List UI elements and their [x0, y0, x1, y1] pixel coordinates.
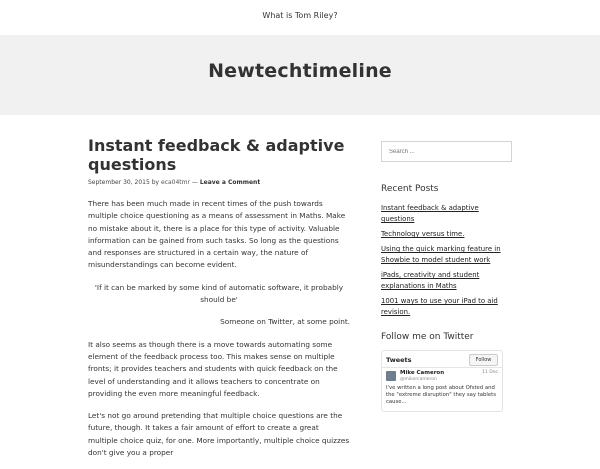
tweet-text: I've written a long post about Ofsted and the "extreme disruption" they say tablets cause...	[386, 385, 496, 405]
recent-post-link[interactable]: 1001 ways to use your iPad to aid revision.	[381, 297, 498, 316]
tweet-date[interactable]: 11 Dec	[482, 370, 498, 375]
post-author[interactable]: eca04tmr	[161, 179, 190, 186]
recent-post-link[interactable]: Using the quick marking feature in Showbie to model student work	[381, 245, 501, 264]
post-quote-attribution: Someone on Twitter, at some point.	[220, 317, 350, 327]
post-date[interactable]: September 30, 2015	[88, 179, 150, 186]
post-quote: 'If it can be marked by some kind of automatic software, it probably should be'	[94, 282, 344, 305]
post-article	[88, 136, 350, 469]
tweet-author-handle[interactable]: @mikercameron	[400, 377, 437, 382]
post-content	[88, 198, 350, 459]
post-paragraph: There has been much made in recent times of the push towards multiple choice questioning as a means of assessment in Maths. Make no mistake about it, there is a place for this type of activity. Valuable information can be gained from such tasks. So long as the questions and responses are structured in a certain way, the nature of misunderstandings can become evident.	[88, 199, 346, 270]
tweets-header: Tweets	[386, 356, 412, 364]
twitter-follow-button[interactable]	[469, 354, 498, 366]
recent-posts-list	[381, 203, 513, 318]
recent-posts-title: Recent Posts	[381, 184, 439, 194]
top-navigation	[0, 0, 600, 35]
post-title[interactable]: Instant feedback & adaptive questions	[88, 136, 345, 174]
site-header	[0, 35, 600, 115]
list-item	[381, 203, 513, 225]
avatar[interactable]	[386, 371, 396, 381]
search-input[interactable]	[381, 141, 512, 162]
list-item	[381, 229, 513, 240]
divider	[382, 367, 502, 368]
twitter-timeline	[381, 350, 503, 412]
nav-link-what-is-tom-riley[interactable]: What is Tom Riley?	[262, 11, 338, 20]
leave-comment-link[interactable]: Leave a Comment	[199, 179, 261, 186]
site-title[interactable]: Newtechtimeline	[208, 60, 392, 82]
recent-post-link[interactable]: Instant feedback & adaptive questions	[381, 204, 479, 223]
recent-posts-widget	[381, 184, 513, 318]
recent-post-link[interactable]: Technology versus time.	[381, 230, 465, 238]
list-item	[381, 244, 513, 266]
post-meta	[88, 179, 350, 186]
sidebar	[381, 141, 513, 412]
follow-title: Follow me on Twitter	[381, 332, 474, 342]
post-paragraph: Let's not go around pretending that multiple choice questions are the future, though. It takes a fair amount of effort to create a great multiple choice quiz, for one. More importantly, multiple choice quizzes don't give you a proper	[88, 411, 350, 458]
twitter-widget	[381, 332, 513, 412]
meta-separator: —	[191, 179, 198, 186]
list-item	[381, 270, 513, 292]
recent-post-link[interactable]: iPads, creativity and student explanations in Maths	[381, 271, 480, 290]
post-by-label: by	[151, 179, 160, 186]
tweet-author-name[interactable]: Mike Cameron	[400, 370, 445, 376]
post-paragraph: It also seems as though there is a move towards automating some element of the feedback process too. This makes sense on multiple fronts; it provides teachers and students with quick feedback on the level of understanding and it allows teachers to concentrate on providing the even more meaningful feedback.	[88, 339, 338, 398]
follow-button-label: Follow	[475, 357, 492, 363]
list-item	[381, 296, 513, 318]
